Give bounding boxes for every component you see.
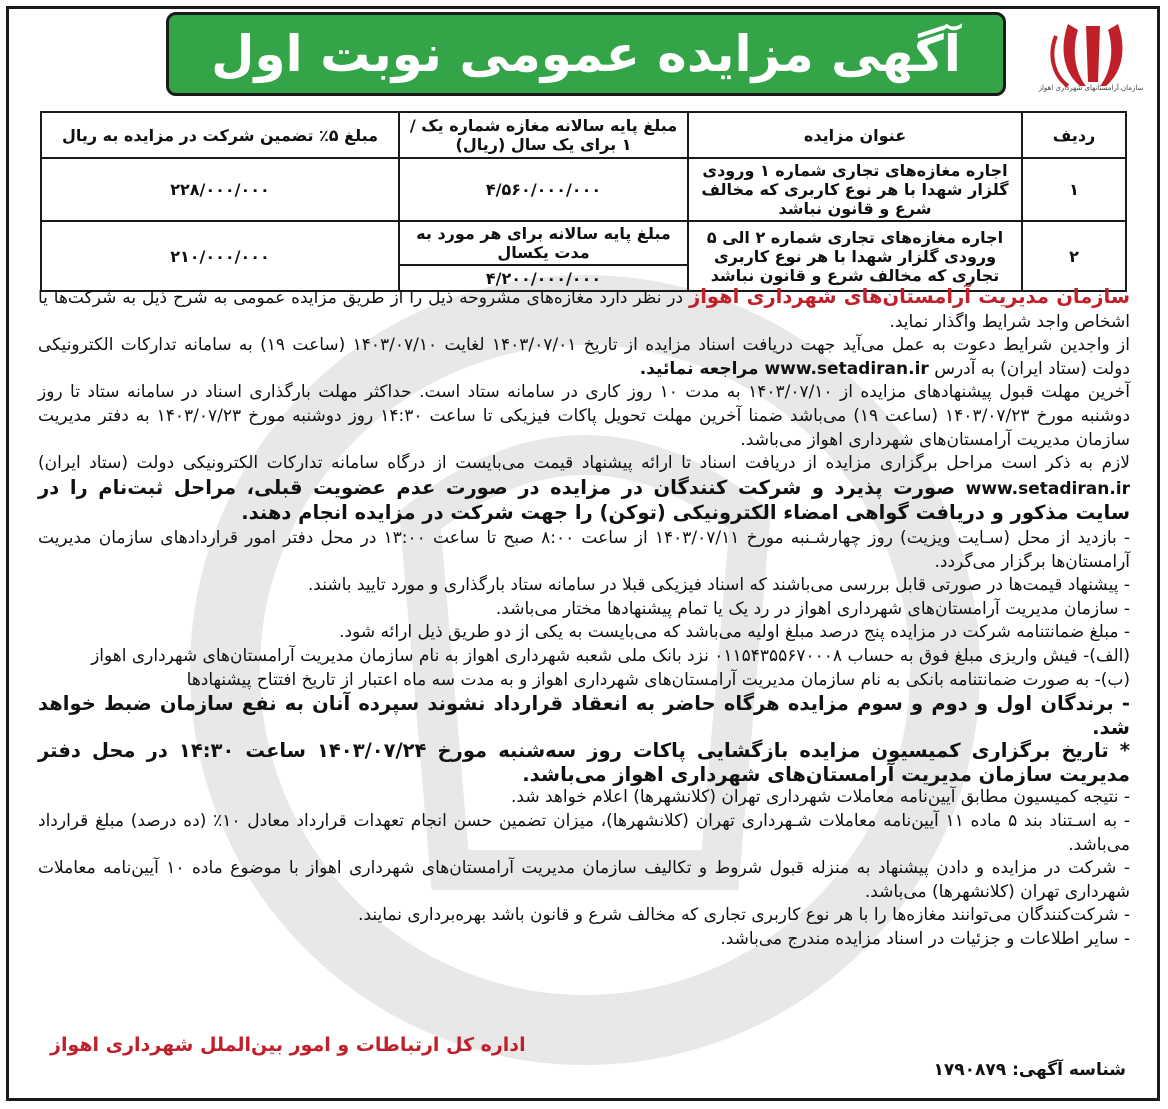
row-deposit: ۲۲۸/۰۰۰/۰۰۰ — [41, 158, 399, 221]
row-base-label: مبلغ پایه سالانه برای هر مورد به مدت یکسال — [399, 221, 688, 265]
list-item: - شرکت‌کنندگان می‌توانند مغازه‌ها را با هر نوع کاربری تجاری که مخالف شرع و قانون باشد بهره‌برداری نمایند. — [358, 905, 1130, 926]
list-item: (الف)- فیش واریزی مبلغ فوق به حساب ۰۱۱۵۴۳۵۵۶۷۰۰۰۸ نزد بانک ملی شعبه شهرداری اهواز به نام سازمان مدیریت آرامستان‌های شهرداری اهواز — [91, 645, 1130, 666]
setadiran-link-2[interactable]: www.setadiran.ir — [965, 478, 1130, 499]
list-item: - به اسـتناد بند ۵ ماده ۱۱ آیین‌نامه معاملات شـهرداری تهران (کلانشهرها)، میزان تضمین حسن انجام تعهدات قرارداد معادل ۱۰٪ (ده درصد) مبلغ قرارداد می‌باشد. — [38, 811, 1130, 855]
list-item: * تاریخ برگزاری کمیسیون مزایده بازگشایی پاکات روز سه‌شنبه مورخ ۱۴۰۳/۰۷/۲۴ ساعت ۱۴:۳۰ در محل دفتر مدیریت سازمان مدیریت آرامستان‌های شهرداری اهواز می‌باشد. — [38, 739, 1130, 786]
intro-paragraph: سازمان مدیریت آرامستان‌های شهرداری اهواز در نظر دارد مغازه‌های مشروحه ذیل را از طریق مزایده عمومی به شرح ذیل به شرکت‌ها یا اشخاص واجد شرایط واگذار نماید. — [38, 285, 1130, 332]
deadline-paragraph: آخرین مهلت قبول پیشنهادهای مزایده از ۱۴۰۳/۰۷/۱۰ به مدت ۱۰ روز کاری در سامانه ستاد است. حداکثر مهلت بارگذاری اسناد در سامانه ستاد تا روز دوشنبه مورخ ۱۴۰۳/۰۷/۲۳ (ساعت ۱۹) می‌باشد ضمنا آخرین مهلت تحویل پاکات فیزیکی تا ساعت ۱۴:۳۰ روز دوشنبه مورخ ۱۴۰۳/۰۷/۲۳ به دفتر مدیریت سازمان مدیریت آرامستان‌های شهرداری اهواز می‌باشد. — [38, 382, 1131, 450]
documents-paragraph: از واجدین شرایط دعوت به عمل می‌آید جهت دریافت اسناد مزایده از تاریخ ۱۴۰۳/۰۷/۰۱ لغایت ۱۴۰۳/۰۷/۱۰ (ساعت ۱۹) به سامانه تدارکات الکترونیکی دولت (ستاد ایران) به آدرس www.setadiran.ir مراجعه نمائید. — [38, 335, 1130, 379]
row-base-price: ۴/۲۰۰/۰۰۰/۰۰۰ — [399, 265, 688, 291]
organization-name: سازمان مدیریت آرامستان‌های شهرداری اهواز — [688, 285, 1130, 308]
row-title: اجاره مغازه‌های تجاری شماره ۲ الی ۵ ورودی گلزار شهدا با هر نوع کاربری تجاری که مخالف شرع و قانون نباشد — [688, 221, 1022, 291]
list-item: - پیشنهاد قیمت‌ها در صورتی قابل بررسی می‌باشند که اسناد فیزیکی قبلا در سامانه ستاد بارگذاری و مورد تایید باشند. — [307, 575, 1130, 596]
list-item: - سایر اطلاعات و جزئیات در اسناد مزایده مندرج می‌باشد. — [720, 929, 1130, 950]
table-row — [41, 221, 1126, 265]
setadiran-link[interactable]: www.setadiran.ir — [764, 358, 929, 379]
row-title: اجاره مغازه‌های تجاری شماره ۱ ورودی گلزار شهدا با هر نوع کاربری که مخالف شرع و قانون نباشد — [688, 158, 1022, 221]
header-row-no: ردیف — [1022, 112, 1126, 158]
list-item: - برندگان اول و دوم و سوم مزایده هرگاه حاضر به انعقاد قرارداد نشوند سپرده آنان به نفع سازمان ضبط خواهد شد. — [38, 692, 1130, 739]
list-item: - مبلغ ضمانتنامه شرکت در مزایده پنج درصد مبلغ اولیه می‌باشد که می‌بایست به یکی از دو طریق ذیل ارائه شود. — [339, 622, 1130, 643]
list-item: (ب)- به صورت ضمانتنامه بانکی به نام سازمان مدیریت آرامستان‌های شهرداری اهواز و به مدت سه ماه اعتبار از تاریخ افتتاح پیشنهادها — [186, 669, 1130, 690]
row-number: ۱ — [1022, 158, 1126, 221]
list-item: - بازدید از محل (سـایت ویزیت) روز چهارشـنبه مورخ ۱۴۰۳/۰۷/۱۱ از ساعت ۸:۰۰ صبح تا ساعت ۱۳:۰۰ در محل دفتر امور قراردادهای سازمان مدیریت آرامستان‌ها برگزار می‌گردد. — [38, 527, 1131, 572]
header-title: عنوان مزایده — [688, 112, 1022, 158]
auction-table — [40, 111, 1127, 292]
notice-body — [38, 285, 1130, 952]
row-base-price: ۴/۵۶۰/۰۰۰/۰۰۰ — [399, 158, 688, 221]
ad-id: شناسه آگهی: ۱۷۹۰۸۷۹ — [933, 1060, 1126, 1080]
row-number: ۲ — [1022, 221, 1126, 291]
table-header-row — [41, 112, 1126, 158]
row-deposit: ۲۱۰/۰۰۰/۰۰۰ — [41, 221, 399, 291]
header-base-price: مبلغ پایه سالانه مغازه شماره یک / ۱ برای یک سال (ریال) — [399, 112, 688, 158]
list-item: - سازمان مدیریت آرامستان‌های شهرداری اهواز در رد یک یا تمام پیشنهادها مختار می‌باشد. — [495, 598, 1130, 619]
list-item: - شرکت در مزایده و دادن پیشنهاد به منزله قبول شروط و تکالیف سازمان مدیریت آرامستان‌های شهرداری اهواز با موضوع ماده ۱۰ آیین‌نامه معاملات شهرداری تهران (کلانشهرها) می‌باشد. — [38, 858, 1130, 902]
header-deposit: مبلغ ۵٪ تضمین شرکت در مزایده به ریال — [41, 112, 399, 158]
procedure-paragraph: لازم به ذکر است مراحل برگزاری مزایده از دریافت اسناد تا ارائه پیشنهاد قیمت می‌بایست از درگاه سامانه تدارکات الکترونیکی دولت (ستاد ایران) www.setadiran.ir صورت پذیرد و شرکت کنندگان در مزایده در صورت عدم عضویت قبلی، مراحل ثبت‌نام را در سایت مذکور و دریافت گواهی امضاء الکترونیکی (توکن) را جهت شرکت در مزایده انجام دهند. — [38, 453, 1130, 525]
page-title: آگهی مزایده عمومی نوبت اول — [211, 25, 961, 83]
header — [26, 10, 1156, 100]
list-item: - نتیجه کمیسیون مطابق آیین‌نامه معاملات شهرداری تهران (کلانشهرها) اعلام خواهد شد. — [511, 787, 1130, 808]
issuing-office: اداره کل ارتباطات و امور بین‌الملل شهرداری اهواز — [50, 1034, 526, 1056]
logo-caption: سازمان آرامستانهای شهرداری اهواز — [1038, 84, 1144, 92]
table-row — [41, 158, 1126, 221]
title-banner — [166, 12, 1006, 96]
